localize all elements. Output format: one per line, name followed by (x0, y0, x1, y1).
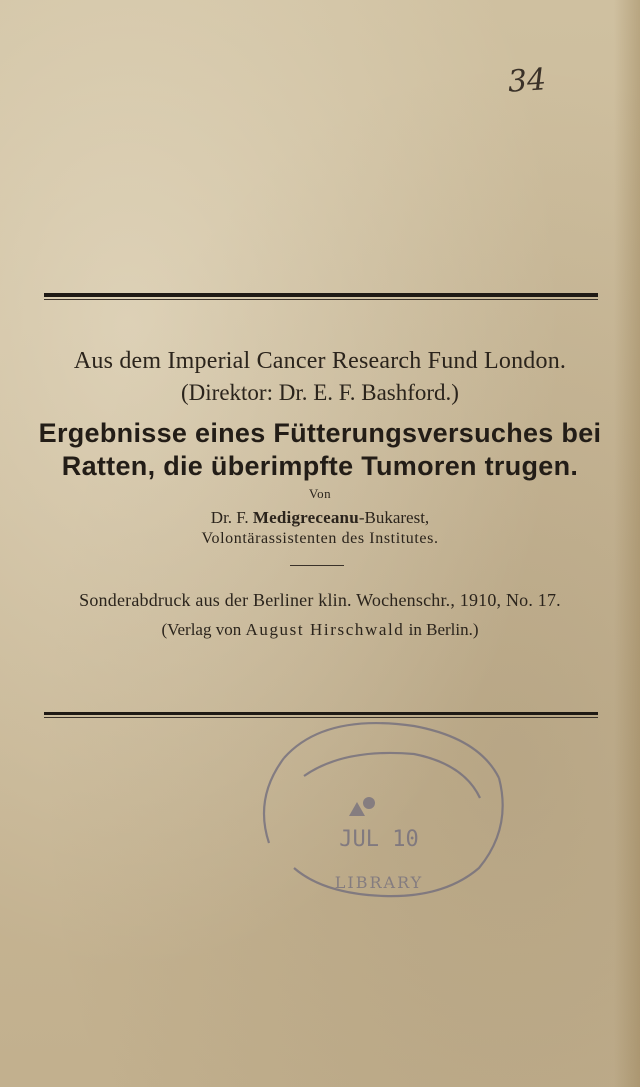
stamp-arc-left (264, 758, 284, 843)
title-line-2: Ratten, die überimpfte Tumoren trugen. (61, 451, 579, 481)
publisher-suffix: in Berlin.) (404, 620, 479, 639)
separator-rule (290, 565, 344, 566)
director-line: (Direktor: Dr. E. F. Bashford.) (181, 380, 459, 405)
publisher-name: August Hirschwald (245, 620, 405, 639)
library-stamp (244, 718, 514, 898)
author-suffix: -Bukarest, (358, 508, 430, 527)
top-rule (44, 293, 598, 297)
reprint-line: Sonderabdruck aus der Berliner klin. Wochenschr., 1910, No. 17. (79, 590, 561, 610)
author-line (0, 508, 640, 528)
institution-line: Aus dem Imperial Cancer Research Fund London. (73, 348, 567, 374)
publisher-prefix: (Verlag von (161, 620, 246, 639)
title-line-1: Ergebnisse eines Fütterungsversuches bei (38, 418, 602, 448)
publisher-line (0, 620, 640, 640)
author-prefix: Dr. F. (210, 508, 253, 527)
bottom-rule (44, 712, 598, 715)
stamp-bottom-text: LIBRARY (334, 873, 424, 892)
stamp-inner-arc (304, 753, 480, 798)
handwritten-shelf-mark: 34 (506, 62, 548, 100)
stamp-date: JUL 10 (339, 827, 419, 852)
byline-von: Von (308, 486, 332, 501)
author-name: Medigreceanu (252, 508, 359, 527)
top-rule-thin (44, 299, 598, 300)
stamp-emblem-dot (363, 797, 375, 809)
author-role: Volontärassistenten des Institutes. (201, 530, 439, 547)
stamp-emblem-mark (349, 802, 365, 816)
